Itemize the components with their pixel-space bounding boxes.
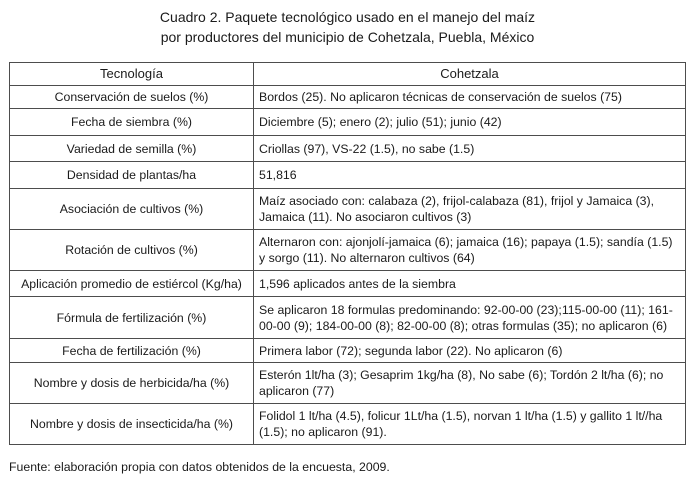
row-tech: Variedad de semilla (%): [10, 136, 254, 162]
row-value: Maíz asociado con: calabaza (2), frijol-calabaza (81), frijol y Jamaica (3), Jamaica (11). No asociaron cultivos (3): [254, 189, 686, 230]
table-row: [10, 109, 686, 136]
row-tech: Rotación de cultivos (%): [10, 230, 254, 271]
row-value: Se aplicaron 18 formulas predominando: 92-00-00 (23);115-00-00 (11); 161-00-00 (9); 184-00-00 (8); 82-00-00 (8); otras formulas (35); no aplicaron (6): [254, 297, 686, 339]
table-row: [10, 339, 686, 363]
table-header-row: [10, 63, 686, 86]
technology-table: [9, 62, 686, 445]
source-footnote: Fuente: elaboración propia con datos obtenidos de la encuesta, 2009.: [9, 460, 390, 474]
row-value: Folidol 1 lt/ha (4.5), folicur 1Lt/ha (1.5), norvan 1 lt/ha (1.5) y gallito 1 lt//ha (1.5); no aplicaron (91).: [254, 404, 686, 445]
row-tech: Conservación de suelos (%): [10, 86, 254, 109]
row-value: Primera labor (72); segunda labor (22). No aplicaron (6): [254, 339, 686, 363]
row-value: 1,596 aplicados antes de la siembra: [254, 271, 686, 297]
table-caption: [0, 7, 695, 47]
row-tech: Fecha de fertilización (%): [10, 339, 254, 363]
row-tech: Nombre y dosis de herbicida/ha (%): [10, 363, 254, 404]
row-tech: Fecha de siembra (%): [10, 109, 254, 136]
row-tech: Densidad de plantas/ha: [10, 162, 254, 189]
table-row: [10, 404, 686, 445]
row-value: Esterón 1lt/ha (3); Gesaprim 1kg/ha (8), No sabe (6); Tordón 2 lt/ha (6); no aplicaron (77): [254, 363, 686, 404]
row-tech: Fórmula de fertilización (%): [10, 297, 254, 339]
header-tecnologia: Tecnología: [10, 63, 254, 86]
row-value: Diciembre (5); enero (2); julio (51); junio (42): [254, 109, 686, 136]
table-row: [10, 162, 686, 189]
row-value: Criollas (97), VS-22 (1.5), no sabe (1.5): [254, 136, 686, 162]
row-value: 51,816: [254, 162, 686, 189]
row-value: Alternaron con: ajonjolí-jamaica (6); jamaica (16); papaya (1.5); sandía (1.5) y sorgo (11). No alternaron cultivos (64): [254, 230, 686, 271]
table-row: [10, 363, 686, 404]
table-row: [10, 189, 686, 230]
table-row: [10, 230, 686, 271]
table-row: [10, 86, 686, 109]
table-row: [10, 136, 686, 162]
header-cohetzala: Cohetzala: [254, 63, 686, 86]
caption-line-1: Cuadro 2. Paquete tecnológico usado en el manejo del maíz: [159, 9, 536, 25]
table-row: [10, 271, 686, 297]
table-row: [10, 297, 686, 339]
row-tech: Asociación de cultivos (%): [10, 189, 254, 230]
row-value: Bordos (25). No aplicaron técnicas de conservación de suelos (75): [254, 86, 686, 109]
row-tech: Nombre y dosis de insecticida/ha (%): [10, 404, 254, 445]
row-tech: Aplicación promedio de estiércol (Kg/ha): [10, 271, 254, 297]
caption-line-2: por productores del municipio de Cohetzala, Puebla, México: [160, 29, 535, 45]
